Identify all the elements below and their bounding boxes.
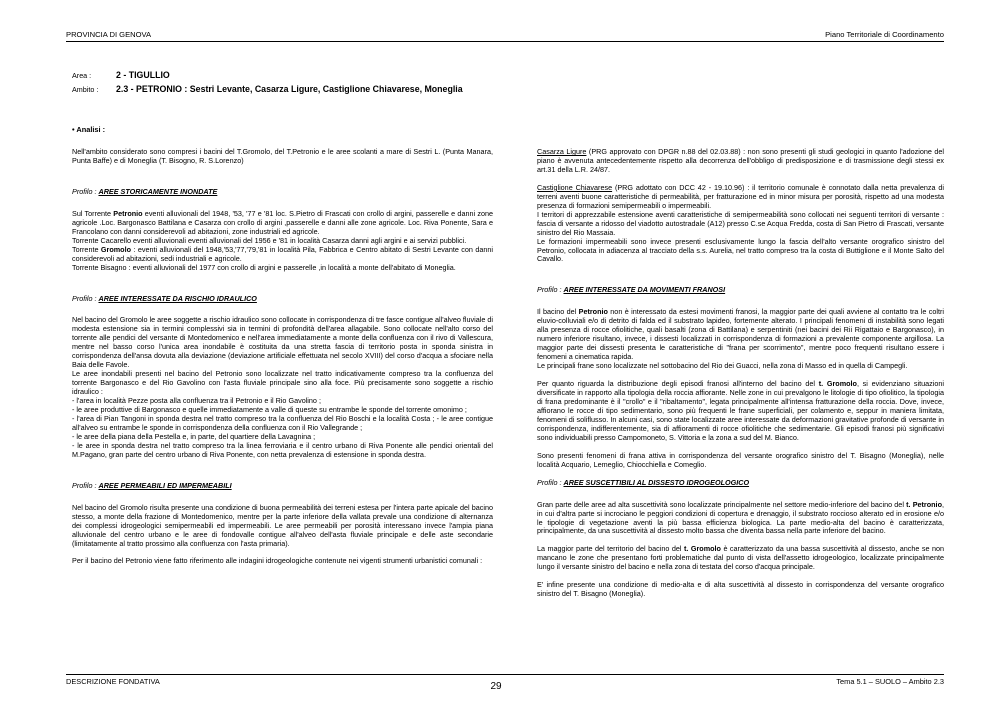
footer-divider xyxy=(66,674,944,675)
paragraph: Torrente Bisagno : eventi alluvionali del 1977 con crollo di argini e passerelle ,in località a monte dell'abitato di Moneglia. xyxy=(72,262,456,272)
ambito-value: 2.3 - PETRONIO : Sestri Levante, Casarza Ligure, Castiglione Chiavarese, Moneglia xyxy=(116,84,463,94)
paragraph: Casarza Ligure (PRG approvato con DPGR n.88 del 02.03.88) : non sono presenti gli studi geologici in quanto l'adozione del piano è avvenuta antecedentemente rispetto alla decorrenza dell'obbligo di predisposizione e di trasmissione degli stessi ex art.31 della L.R. 24/87. xyxy=(537,147,944,174)
footer-left: DESCRIZIONE FONDATIVA xyxy=(66,677,160,686)
section-heading: Profilo : AREE INTERESSATE DA MOVIMENTI FRANOSI xyxy=(537,285,726,295)
right-column xyxy=(537,148,944,608)
header-divider xyxy=(66,41,944,42)
document-title xyxy=(72,70,463,98)
ambito-label: Ambito : xyxy=(72,85,99,94)
intro-paragraph: Nell'ambito considerato sono compresi i bacini del T.Gromolo, del T.Petronio e le aree scolanti a mare di Sestri L. (Punta Manara, Punta Baffe) e di Moneglia (T. Bisogno, R. S.Lorenzo) xyxy=(72,147,493,165)
paragraph: Nel bacino del Gromolo le aree soggette a rischio idraulico sono collocate in corrispondenza di tre fasce contigue all'alveo fluviale di modesta estensione sia in termini complessivi sia in termini di profondità dell'area allagabile. Sono collocate nell'alto corso del torrente alle pendici del versante di Montedomenico e nell'area immediatamente a monte della confluenza con il rivo di Vallescura, mentre nel basso corso l'unica area inondabile è costituita da una stretta fascia di territorio posta in sponda sinistra in corrispondenza dell'ansa dovuta alla deviazione (deviazione artificiale effettuata nel secolo XVIII) del corso d'acqua a sfociare nella Baia delle Favole. xyxy=(72,315,493,370)
paragraph: Per il bacino del Petronio viene fatto riferimento alle indagini idrogeologiche contenute nei vigenti strumenti urbanistici comunali : xyxy=(72,556,483,566)
header-right: Piano Territoriale di Coordinamento xyxy=(825,30,944,39)
paragraph: E' infine presente una condizione di medio-alta e di alta suscettività al dissesto in corrispondenza del versante orografico sinistro del T. Bisagno (Moneglia). xyxy=(537,580,944,599)
paragraph: La maggior parte del territorio del bacino del t. Gromolo è caratterizzato da una bassa suscettività al dissesto, anche se non mancano le zone che presentano forti problematiche dal punto di vista dell'assetto idrogeologico, localizzate principalmente lungo il versante sinistro del bacino e nella zona di testata del corso d'acqua principale. xyxy=(537,544,944,572)
section-heading: Profilo : AREE INTERESSATE DA RISCHIO IDRAULICO xyxy=(72,293,257,303)
left-column xyxy=(72,148,493,575)
list-item: - l'area in località Pezze posta alla confluenza tra il Petronio e il Rio Gavolino ; xyxy=(72,396,321,406)
paragraph: Castiglione Chiavarese (PRG adottato con DCC 42 - 19.10.96) : il territorio comunale è connotato dalla netta prevalenza di terreni aventi buone caratteristiche di permeabilità, per fratturazione ed in minor misura per porosità, rispetto ad una modesta presenza di formazioni semipermeabili o impermeabili. xyxy=(537,182,944,210)
ambito-row xyxy=(72,84,463,98)
section-heading: Profilo : AREE SUSCETTIBILI AL DISSESTO IDROGEOLOGICO xyxy=(537,477,750,487)
paragraph: I territori di apprezzabile estensione aventi caratteristiche di semipermeabilità sono collocati nei seguenti territori di versante : fascia di versante a ridosso del viadotto autostradale (A12) presso C.se Acqua Fredda, costa di San Pietro di Frascati, versante sinistro del Rio Massaia. xyxy=(537,209,944,237)
list-item: - l'area di Pian Tangoni in sponda destra nel tratto compreso tra la confluenza del Rio Boschi e la località Costa ; - le aree contigue all'alveo su entrambe le sponde in corrispondenza della confluenza con il Rio Vallegrande ; xyxy=(72,413,493,432)
page-number: 29 xyxy=(490,681,502,692)
list-item: - le aree in sponda destra nel tratto compreso tra la linea ferroviaria e il centro urbano di Riva Ponente alle pendici orientali del M.Pagano, gran parte del centro urbano di Riva Ponente, con netta prevalenza di estensione in sponda destra. xyxy=(72,440,493,459)
paragraph: Sono presenti fenomeni di frana attiva in corrispondenza del versante orografico sinistro del T. Bisagno (Moneglia), nelle località Acquario, Lemeglio, Chiocchiella e Comeglio. xyxy=(537,450,944,469)
paragraph: Le principali frane sono localizzate nel sottobacino del Rio dei Guacci, nella zona di Masso ed in quella di Campegli. xyxy=(537,361,908,371)
list-item: - le aree produttive di Bargonasco e quelle immediatamente a valle di queste su entrambe le sponde del torrente omonimo ; xyxy=(72,405,467,415)
paragraph: Sul Torrente Petronio eventi alluvionali del 1948, '53, '77 e '81 loc. S.Pietro di Frascati con crollo di argini, passerelle e danni zone agricole .Loc. Bargonasco Battilana e Casarza con crollo di argini ,passerelle e danni alle zone agricole. Loc. Riva Ponente, Sara e Francolano con danni considerevoli ad abitazioni, zone industriali ed agricole. xyxy=(72,208,494,236)
paragraph: Torrente Cacarello eventi alluvionali eventi alluvionali del 1956 e '81 in località Casarza danni agli argini e ai servizi pubblici. xyxy=(72,235,467,245)
paragraph: Per quanto riguarda la distribuzione degli episodi franosi all'interno del bacino del t. Gromolo, si evidenziano situazioni diversificate in rapporto alla tipologia della roccia affiorante. Nelle zone in cui prevalgono le litologie di tipo ofiolitico, la tipologia di frana predominante è il "crollo" e il "ribaltamento", legata principalmente all'intensa fratturazione della roccia. Dove, invece, affiorano le rocce di tipo sedimentario, sono più frequenti le frane superficiali, per colamento e, seppur in maniera limitata, fenomeni di soliflusso. In alcuni casi, sono state localizzate aree interessate da deformazioni gravitative profonde di versante in corrispondenza, indifferentemente, sia di affioramenti di rocce ofiolitiche che sedimentarie. Gli episodi franosi più significativi sono individuabili presso Campomoneto, S. Vittoria e la zona a sud del M. Bianco. xyxy=(537,379,944,442)
paragraph: Nel bacino del Gromolo risulta presente una condizione di buona permeabilità dei terreni estesa per l'intera parte apicale del bacino stesso, a monte della frazione di Montedomenico, mentre per la parte inferiore della vallata prevale una condizione di alternanza dei complessi idrogeologici semipermeabili ed impermeabili. Le aree permeabili per porosità interessano invece l'ampia piana alluvionale del centro urbano e le aree di fondovalle contigue all'alveo dell'asta fluviale principale e delle aste secondarie (limitatamente al tratto prossimo alla confluenza con l'asta primaria). xyxy=(72,502,493,548)
paragraph: Gran parte delle aree ad alta suscettività sono localizzate principalmente nel settore medio-inferiore del bacino del t. Petronio, in cui d'altra parte si incrociano le peggiori condizioni di copertura e drenaggio, il substrato roccioso alterato ed in erosione e/o le tipologie di vegetazione aventi la più bassa efficienza biologica. La parte medio-alta del bacino è caratterizzata, principalmente, da una suscettività al dissesto molto bassa che diventa bassa nella parte inferiore del bacino. xyxy=(537,499,944,536)
area-label: Area : xyxy=(72,71,92,80)
analisi-heading: • Analisi : xyxy=(72,125,106,134)
area-value: 2 - TIGULLIO xyxy=(116,70,170,80)
paragraph: Il bacino del Petronio non è interessato da estesi movimenti franosi, la maggior parte dei quali avviene al contatto tra le coltri eluvio-colluviali e/o di detrito di falda ed il substrato lapideo, fortemente alterato. I principali fenomeni di instabilità sono legati alla presenza di rocce ofiolitiche, quali basalti (zona di Battilana) e serpentiniti (nei bacini dei Rii Rigattaio e Bargonasco), in numero inferiore risultano, invece, i dissesti localizzati in corrispondenza di formazioni a prevalente componente argillosa. La maggior parte dei dissesti presenta le caratteristiche di "frana per scorrimento", mentre poco frequenti risultano essere i fenomeni a cinematica rapida. xyxy=(537,307,944,362)
paragraph: Torrente Gromolo : eventi alluvionali del 1948,'53,'77,'79,'81 in località Pila, Fabbrica e Centro abitato di Sestri Levante con danni considerevoli ad abitazioni, sedi industriali e agricole. xyxy=(72,244,493,263)
section-heading: Profilo : AREE PERMEABILI ED IMPERMEABILI xyxy=(72,480,232,490)
paragraph: Le aree inondabili presenti nel bacino del Petronio sono localizzate nel tratto indicativamente compreso tra la confluenza del torrente Bargonasco e del Rio Gavolino con l'asta fluviale principale sino alla foce. Più precisamente sono soggette a rischio idraulico : xyxy=(72,369,493,397)
list-item: - le aree della piana della Pestella e, in parte, del quartiere della Lavagnina ; xyxy=(72,431,316,441)
paragraph: Le formazioni impermeabili sono invece presenti esclusivamente lungo la fascia dell'alto versante orografico sinistro del Petronio, collocata in adiacenza al tracciato della s.s. Aurelia, nel tratto compreso tra la costa di Buttiglione e il Monte Salto del Cavallo. xyxy=(537,236,944,264)
section-heading: Profilo : AREE STORICAMENTE INONDATE xyxy=(72,186,218,196)
area-row xyxy=(72,70,463,84)
header-left: PROVINCIA DI GENOVA xyxy=(66,30,152,39)
footer-right: Tema 5.1 – SUOLO – Ambito 2.3 xyxy=(836,677,944,686)
